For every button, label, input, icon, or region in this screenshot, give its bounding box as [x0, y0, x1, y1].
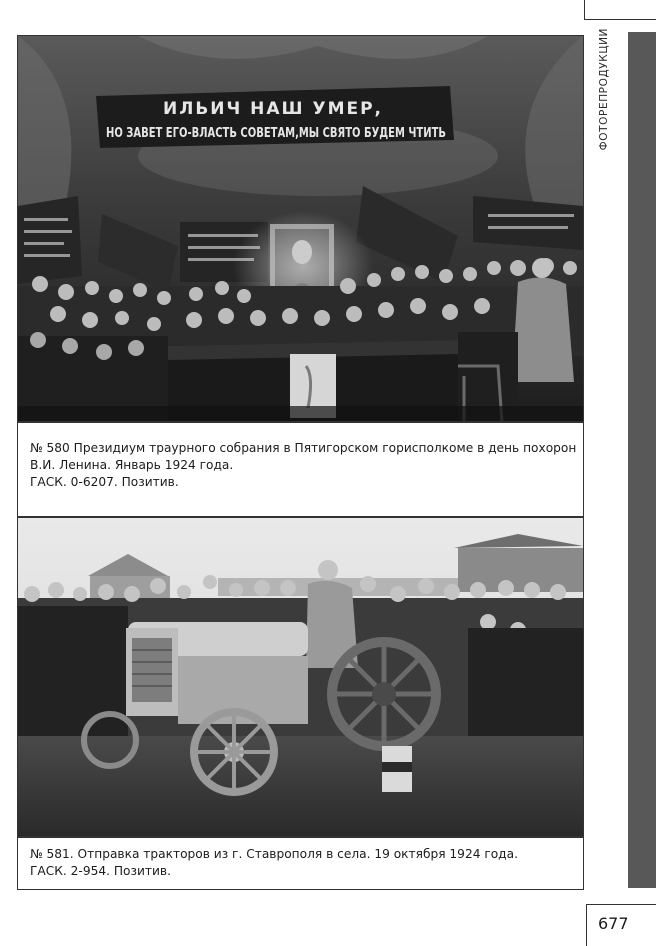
caption-580-line-3: ГАСК. 0-6207. Позитив.: [30, 475, 179, 489]
side-tab-bar: [628, 32, 656, 888]
banner-line-1: ИЛЬИЧ НАШ УМЕР,: [162, 99, 384, 119]
caption-580-line-2: В.И. Ленина. Январь 1924 года.: [30, 458, 234, 472]
photo-mourning-meeting: [18, 36, 583, 422]
header-corner-box: [584, 0, 656, 20]
caption-581-line-2: ГАСК. 2-954. Позитив.: [30, 864, 171, 878]
banner-line-2: НО ЗАВЕТ ЕГО-ВЛАСТЬ СОВЕТАМ,МЫ СВЯТО БУДЕМ ЧТИТЬ: [106, 126, 446, 141]
photo-tractors-departure-image: [18, 518, 583, 836]
caption-581-line-1: № 581. Отправка тракторов из г. Ставрополя в села. 19 октября 1924 года.: [30, 847, 518, 861]
page-number: 677: [598, 914, 629, 933]
section-label: ФОТОРЕПРОДУКЦИИ: [598, 28, 610, 151]
caption-580-line-1: № 580 Президиум траурного собрания в Пятигорском горисполкоме в день похорон: [30, 441, 577, 455]
divider-after-photo-2: [17, 836, 584, 838]
caption-photo-581: [30, 846, 578, 880]
divider-after-photo-1: [17, 421, 584, 423]
photo-mourning-meeting-image: [18, 36, 583, 422]
photo-tractors-departure: [18, 518, 583, 836]
caption-photo-580: [30, 440, 578, 491]
